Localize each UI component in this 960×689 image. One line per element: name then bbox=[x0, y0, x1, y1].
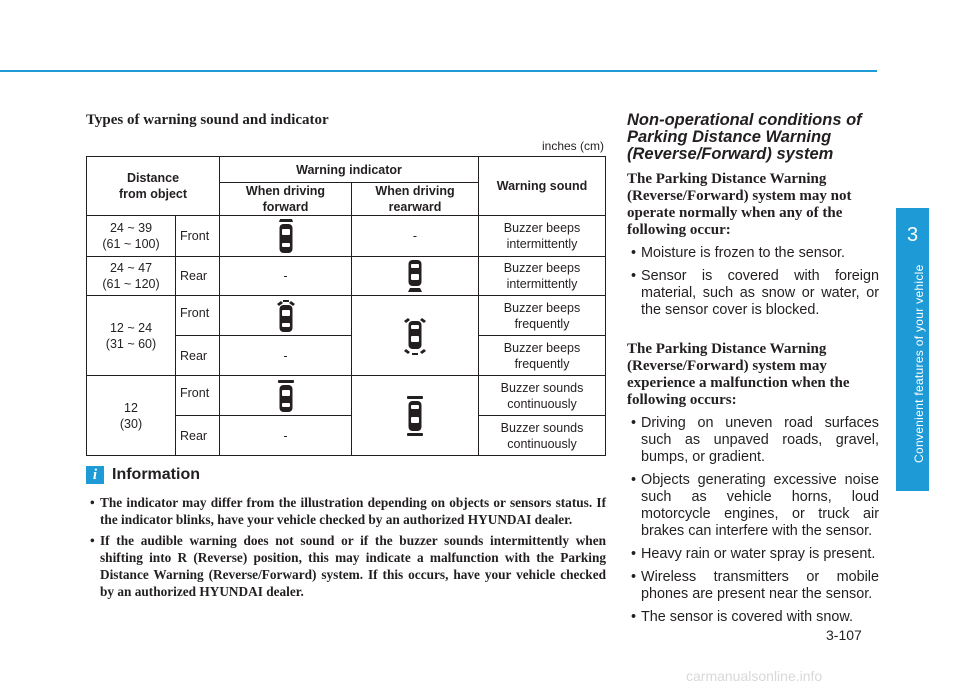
distance-cell: 12 ~ 24 (31 ~ 60) bbox=[87, 296, 176, 376]
section-heading: Non-operational conditions of Parking Distance Warning (Reverse/Forward) system bbox=[627, 111, 862, 163]
information-header bbox=[86, 466, 606, 484]
information-title: Information bbox=[112, 466, 200, 483]
info-icon: i bbox=[86, 466, 104, 484]
footer-watermark: carmanualsonline.info bbox=[686, 668, 823, 684]
list-item: • Objects generating excessive noise such as vehicle horns, loud motorcycle engines, or truck air brakes can interfere with the sensor. bbox=[627, 472, 879, 540]
subheading-not-operate: The Parking Distance Warning (Reverse/Forward) system may not operate normally when any of the following occur: bbox=[627, 171, 852, 238]
list-item: • Sensor is covered with foreign material, such as snow or water, or the sensor cover is blocked. bbox=[627, 268, 879, 319]
header-rearward: When driving rearward bbox=[352, 183, 479, 216]
right-column bbox=[627, 112, 879, 632]
header-forward: When driving forward bbox=[220, 183, 352, 216]
header-distance: Distance from object bbox=[87, 157, 220, 216]
chapter-number: 3 bbox=[906, 224, 919, 246]
car-rear-warning-icon bbox=[352, 257, 479, 296]
forward-cell: - bbox=[220, 257, 352, 296]
rearward-cell: - bbox=[352, 216, 479, 257]
car-front-corners-warning-icon bbox=[220, 296, 352, 336]
chapter-title: Convenient features of your vehicle bbox=[912, 264, 926, 463]
forward-cell: - bbox=[220, 416, 352, 456]
table-row bbox=[87, 257, 606, 296]
list-item: • The indicator may differ from the illustration depending on objects or sensors status. If the indicator blinks, have your vehicle checked by an authorized HYUNDAI dealer. bbox=[86, 494, 606, 528]
position-cell: Rear bbox=[176, 336, 220, 376]
page-number: 3-107 bbox=[826, 627, 862, 643]
table-row bbox=[87, 376, 606, 416]
header-sound: Warning sound bbox=[479, 157, 606, 216]
section-title: Types of warning sound and indicator bbox=[86, 112, 329, 128]
sound-cell: Buzzer beeps frequently bbox=[479, 296, 606, 336]
information-list bbox=[86, 494, 606, 600]
warning-table bbox=[86, 156, 606, 456]
forward-cell: - bbox=[220, 336, 352, 376]
list-item: • The sensor is covered with snow. bbox=[627, 609, 879, 626]
sound-cell: Buzzer beeps frequently bbox=[479, 336, 606, 376]
distance-cell: 24 ~ 47 (61 ~ 120) bbox=[87, 257, 176, 296]
left-column bbox=[86, 112, 606, 604]
distance-cell: 24 ~ 39 (61 ~ 100) bbox=[87, 216, 176, 257]
position-cell: Rear bbox=[176, 257, 220, 296]
list-item: • Heavy rain or water spray is present. bbox=[627, 546, 879, 563]
conditions-list bbox=[627, 245, 879, 319]
position-cell: Front bbox=[176, 376, 220, 416]
list-item: • Wireless transmitters or mobile phones are present near the sensor. bbox=[627, 569, 879, 603]
chapter-tab bbox=[896, 208, 929, 491]
list-item: • Moisture is frozen to the sensor. bbox=[627, 245, 879, 262]
position-cell: Rear bbox=[176, 416, 220, 456]
subheading-malfunction: The Parking Distance Warning (Reverse/Forward) system may experience a malfunction when the following occurs: bbox=[627, 341, 850, 408]
sound-cell: Buzzer beeps intermittently bbox=[479, 257, 606, 296]
position-cell: Front bbox=[176, 216, 220, 257]
units-note: inches (cm) bbox=[541, 139, 604, 153]
sound-cell: Buzzer beeps intermittently bbox=[479, 216, 606, 257]
position-cell: Front bbox=[176, 296, 220, 336]
sound-cell: Buzzer sounds continuously bbox=[479, 416, 606, 456]
table-row bbox=[87, 296, 606, 336]
car-front-warning-icon bbox=[220, 216, 352, 257]
car-rear-full-warning-icon bbox=[352, 376, 479, 456]
sound-cell: Buzzer sounds continuously bbox=[479, 376, 606, 416]
header-rule bbox=[0, 70, 877, 72]
car-rear-corners-warning-icon bbox=[352, 296, 479, 376]
distance-cell: 12 (30) bbox=[87, 376, 176, 456]
list-item: • If the audible warning does not sound or if the buzzer sounds intermittently when shifting into R (Reverse) position, this may indicate a malfunction with the Parking Distance Warning (Reverse/Forward) system. If this occurs, have your vehicle checked by an authorized HYUNDAI dealer. bbox=[86, 532, 606, 600]
car-front-full-warning-icon bbox=[220, 376, 352, 416]
list-item: • Driving on uneven road surfaces such as unpaved roads, gravel, bumps, or gradient. bbox=[627, 415, 879, 466]
header-indicator: Warning indicator bbox=[220, 157, 479, 183]
table-row bbox=[87, 216, 606, 257]
malfunction-list bbox=[627, 415, 879, 626]
